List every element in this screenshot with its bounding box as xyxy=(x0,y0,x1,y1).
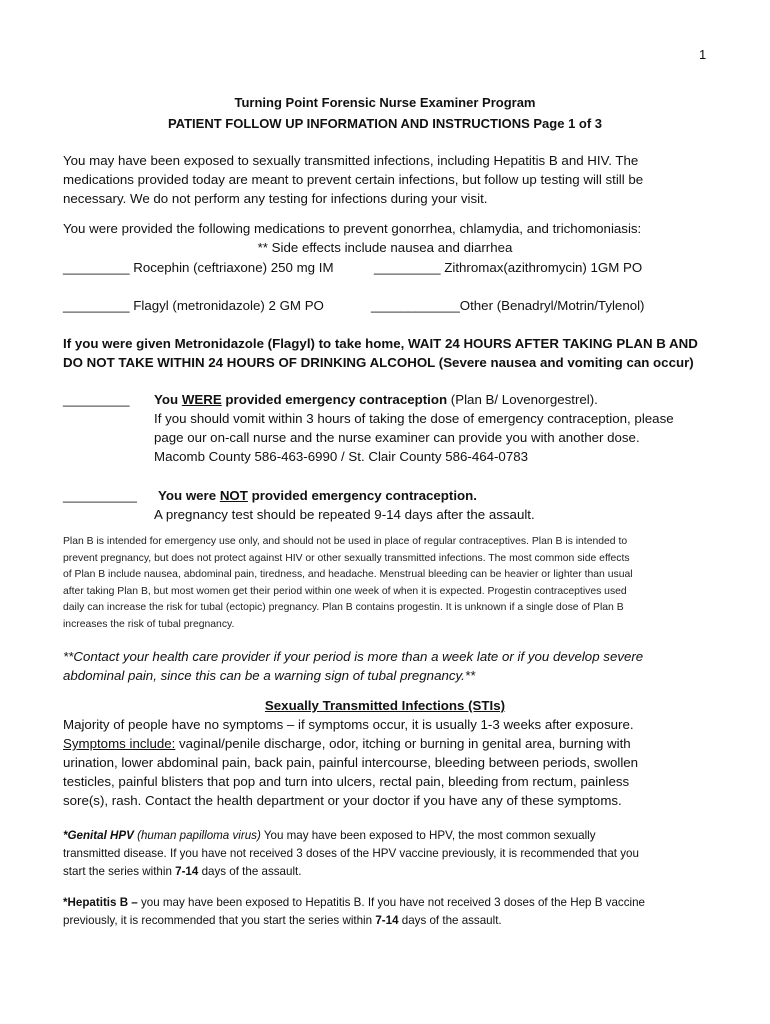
med-rocephin: _________ Rocephin (ceftriaxone) 250 mg IM xyxy=(63,260,334,275)
document-title: PATIENT FOLLOW UP INFORMATION AND INSTRUCTIONS Page 1 of 3 xyxy=(167,116,603,131)
ec-given-heading xyxy=(154,390,674,409)
contact-provider-warning xyxy=(63,647,643,685)
page-number: 1 xyxy=(699,47,707,62)
text-run: start the series within xyxy=(63,865,176,878)
med-other: ____________Other (Benadryl/Motrin/Tylenol) xyxy=(371,298,645,313)
med-zithromax: _________ Zithromax(azithromycin) 1GM PO xyxy=(374,260,643,275)
hepb-line-1 xyxy=(63,894,645,912)
text-line: prevent pregnancy, but does not protect against HIV or other sexually transmitted infections. The most common side effects xyxy=(63,552,630,564)
hpv-line-1 xyxy=(63,827,639,845)
text-run: (human papilloma virus) xyxy=(133,829,261,842)
text-run: days of the assault. xyxy=(398,914,502,927)
text-line: necessary. We do not perform any testing for infections during your visit. xyxy=(63,191,488,206)
text-line: testicles, painful blisters that pop and turn into ulcers, rectal pain, bleeding from rectum, painless xyxy=(63,774,630,789)
hepb-line-2 xyxy=(63,912,645,930)
text-line: Majority of people have no symptoms – if symptoms occur, it is usually 1-3 weeks after exposure. xyxy=(63,717,634,732)
text-line: after taking Plan B, but most women get their period within one week of when it is expected. Progestin contraceptives used xyxy=(63,585,627,597)
text-line: medications provided today are meant to prevent certain infections, but follow up testing will still be xyxy=(63,172,644,187)
text-run: WERE xyxy=(181,392,222,407)
ec-given-section xyxy=(154,390,674,466)
med-flagyl: _________ Flagyl (metronidazole) 2 GM PO xyxy=(63,298,324,313)
text-line: You may have been exposed to sexually transmitted infections, including Hepatitis B and HIV. The xyxy=(63,153,639,168)
flagyl-warning xyxy=(63,334,698,372)
hepb-paragraph xyxy=(63,894,645,930)
text-run: You were xyxy=(158,488,220,503)
text-line: increases the risk of tubal pregnancy. xyxy=(63,618,235,630)
text-line: sore(s), rash. Contact the health department or your doctor if you have any of these symptoms. xyxy=(63,793,622,808)
text-run: 7-14 xyxy=(375,914,399,927)
text-line: Plan B is intended for emergency use only, and should not be used in place of regular contraceptives. Plan B is intended to xyxy=(63,536,628,547)
pregnancy-test-note: A pregnancy test should be repeated 9-14 days after the assault. xyxy=(154,507,535,522)
text-run: You xyxy=(154,392,182,407)
text-line: of Plan B include nausea, abdominal pain, tiredness, and headache. Menstrual bleeding can be heavier or lighter than usual xyxy=(63,569,633,580)
text-run: vaginal/penile discharge, odor, itching or burning in genital area, burning with xyxy=(175,736,631,751)
side-effects-note: ** Side effects include nausea and diarrhea xyxy=(257,240,513,255)
text-line: If you should vomit within 3 hours of taking the dose of emergency contraception, please xyxy=(154,411,674,426)
text-run: NOT xyxy=(219,488,248,503)
ec-not-given-heading xyxy=(158,486,477,505)
sti-paragraph xyxy=(63,715,638,810)
ec-given-blank: _________ xyxy=(63,392,130,407)
program-title: Turning Point Forensic Nurse Examiner Program xyxy=(234,95,536,110)
text-line: daily can increase the risk for tubal (ectopic) pregnancy. Plan B contains progestin. It is unknown if a single dose of Plan B xyxy=(63,602,624,613)
text-line: urination, lower abdominal pain, back pain, painful intercourse, bleeding between periods, swollen xyxy=(63,755,639,770)
hpv-label: *Genital HPV xyxy=(63,829,134,842)
contact-phones: Macomb County 586-463-6990 / St. Clair County 586-464-0783 xyxy=(154,449,529,464)
text-run: provided emergency contraception. xyxy=(247,488,477,503)
text-run: 7-14 xyxy=(175,865,199,878)
text-run: You may have been exposed to HPV, the most common sexually xyxy=(260,829,596,842)
planb-info-paragraph xyxy=(63,534,633,633)
text-run: (Plan B/ Lovenorgestrel). xyxy=(447,392,598,407)
text-run: previously, it is recommended that you start the series within xyxy=(63,914,376,927)
hpv-paragraph xyxy=(63,827,639,881)
meds-intro: You were provided the following medications to prevent gonorrhea, chlamydia, and trichomoniasis: xyxy=(63,221,642,236)
text-run: provided emergency contraception xyxy=(221,392,448,407)
text-line: abdominal pain, since this can be a warning sign of tubal pregnancy.** xyxy=(63,668,476,683)
text-run: you may have been exposed to Hepatitis B. If you have not received 3 doses of the Hep B vaccine xyxy=(137,896,645,909)
ec-not-given-blank: __________ xyxy=(63,488,137,503)
text-line: If you were given Metronidazole (Flagyl) to take home, WAIT 24 HOURS AFTER TAKING PLAN B AND xyxy=(63,336,698,351)
text-line: DO NOT TAKE WITHIN 24 HOURS OF DRINKING ALCOHOL (Severe nausea and vomiting can occur) xyxy=(63,355,694,370)
text-run: days of the assault. xyxy=(198,865,302,878)
hpv-line-3 xyxy=(63,863,639,881)
text-line: page our on-call nurse and the nurse examiner can provide you with another dose. xyxy=(154,430,640,445)
sti-heading: Sexually Transmitted Infections (STIs) xyxy=(264,698,506,713)
text-line: **Contact your health care provider if your period is more than a week late or if you develop severe xyxy=(63,649,644,664)
intro-paragraph xyxy=(63,151,643,208)
hepb-label: *Hepatitis B – xyxy=(63,896,138,909)
text-line: transmitted disease. If you have not received 3 doses of the HPV vaccine previously, it is recommended that you xyxy=(63,847,639,860)
symptoms-line xyxy=(63,734,638,753)
symptoms-label: Symptoms include: xyxy=(63,736,176,751)
